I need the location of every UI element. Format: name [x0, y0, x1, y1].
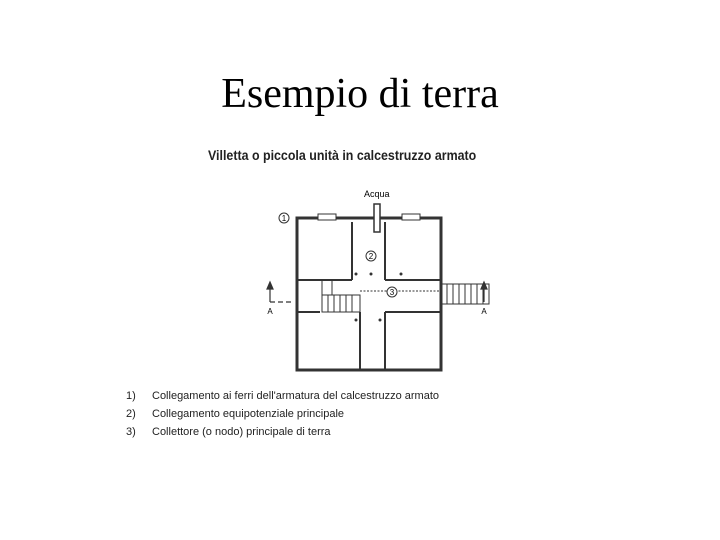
legend-text: Collettore (o nodo) principale di terra	[152, 426, 331, 438]
water-label: Acqua	[364, 189, 390, 199]
section-label-right: A	[481, 307, 487, 316]
slide-title: Esempio di terra	[221, 71, 499, 117]
stairs	[322, 280, 360, 312]
legend-item	[126, 423, 546, 441]
legend-item	[126, 387, 546, 405]
section-line	[267, 282, 487, 302]
legend	[126, 387, 546, 441]
legend-text: Collegamento equipotenziale principale	[152, 408, 345, 420]
floor-plan-drawing	[260, 180, 500, 380]
legend-text: Collegamento ai ferri dell'armatura del calcestruzzo armato	[152, 390, 440, 402]
inner-walls	[297, 222, 441, 370]
legend-number: 1)	[126, 390, 136, 402]
marker-2: 2	[368, 252, 374, 261]
legend-number: 3)	[126, 426, 136, 438]
marker-3: 3	[389, 288, 395, 297]
figure-title: Villetta o piccola unità in calcestruzzo armato	[208, 148, 477, 163]
legend-number: 2)	[126, 408, 136, 420]
section-label-left: A	[267, 307, 273, 316]
water-pipe	[374, 204, 380, 232]
outer-walls	[297, 218, 441, 370]
marker-1: 1	[281, 214, 287, 223]
legend-item	[126, 405, 546, 423]
